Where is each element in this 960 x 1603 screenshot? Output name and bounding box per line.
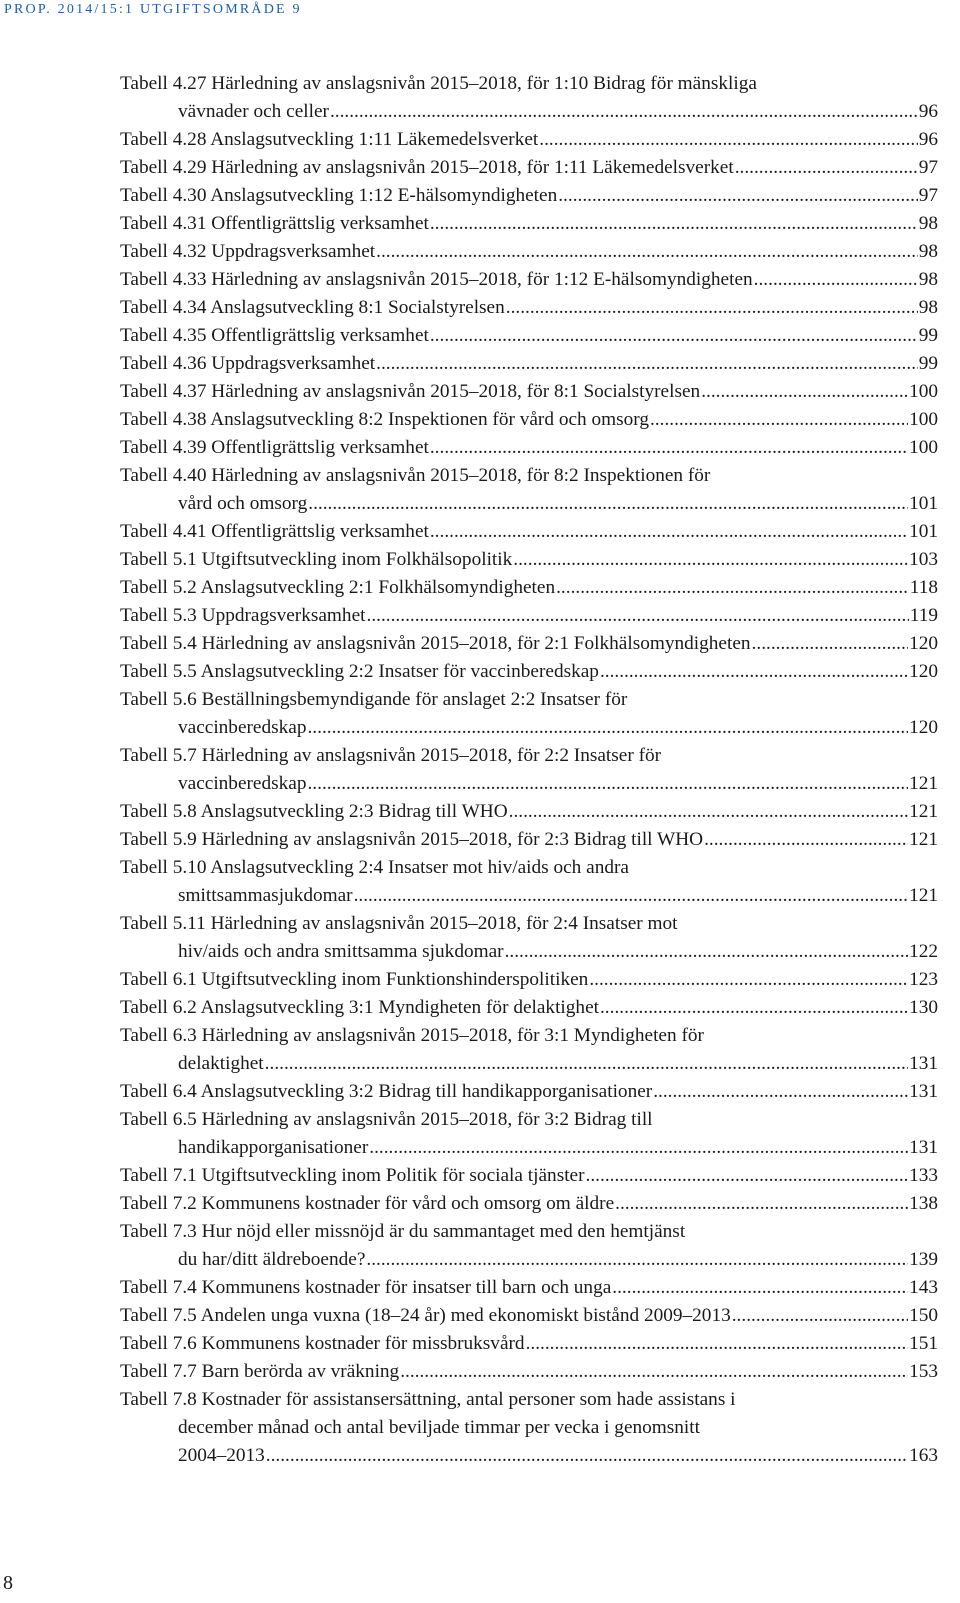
toc-entry[interactable] — [120, 546, 938, 574]
toc-entry[interactable] — [120, 658, 938, 686]
dot-leader — [430, 210, 918, 238]
toc-entry-title-line — [120, 742, 938, 770]
toc-entry-title-line — [120, 966, 938, 994]
toc-entry-text: Tabell 7.2 Kommunens kostnader för vård och omsorg om äldre — [120, 1193, 615, 1214]
dot-leader — [430, 322, 918, 350]
toc-entry-page: 138 — [909, 1193, 938, 1214]
toc-entry-page: 121 — [909, 885, 938, 906]
toc-entry-page: 153 — [909, 1361, 938, 1382]
toc-entry-page: 96 — [918, 101, 938, 122]
toc-entry[interactable] — [120, 1358, 938, 1386]
toc-entry-title-line — [120, 322, 938, 350]
toc-entry[interactable] — [120, 1386, 938, 1470]
toc-entry-title-line — [120, 1358, 938, 1386]
toc-entry-title-line — [120, 434, 938, 462]
toc-entry-title-line — [120, 658, 938, 686]
toc-entry[interactable] — [120, 602, 938, 630]
toc-entry-text: vaccinberedskap — [178, 773, 307, 794]
toc-entry[interactable] — [120, 574, 938, 602]
dot-leader — [400, 1358, 908, 1386]
toc-entry-title-line — [120, 1302, 938, 1330]
toc-entry-continuation-line — [120, 938, 938, 966]
toc-entry-title-line — [120, 602, 938, 630]
toc-entry-text: Tabell 5.9 Härledning av anslagsnivån 2015–2018, för 2:3 Bidrag till WHO — [120, 829, 704, 850]
toc-entry-title-line — [120, 1106, 938, 1134]
dot-leader — [653, 1078, 908, 1106]
toc-entry-page: 143 — [909, 1277, 938, 1298]
toc-entry-text: Tabell 4.32 Uppdragsverksamhet — [120, 241, 376, 262]
toc-entry-page: 123 — [909, 969, 938, 990]
toc-entry-page: 150 — [909, 1305, 938, 1326]
toc-entry-text: Tabell 4.28 Anslagsutveckling 1:11 Läkemedelsverket — [120, 129, 539, 150]
toc-entry-text: Tabell 4.41 Offentligrättslig verksamhet — [120, 521, 429, 542]
toc-entry[interactable] — [120, 1302, 938, 1330]
toc-entry-text: Tabell 4.27 Härledning av anslagsnivån 2015–2018, för 1:10 Bidrag för mänskliga — [120, 73, 757, 94]
toc-entry-title-line — [120, 378, 938, 406]
dot-leader — [732, 1302, 908, 1330]
toc-entry-text: Tabell 4.29 Härledning av anslagsnivån 2015–2018, för 1:11 Läkemedelsverket — [120, 157, 734, 178]
toc-entry-page: 99 — [918, 353, 938, 374]
toc-entry-continuation-line — [120, 1414, 938, 1442]
toc-entry-text: Tabell 5.11 Härledning av anslagsnivån 2015–2018, för 2:4 Insatser mot — [120, 913, 678, 934]
toc-entry-continuation-line — [120, 1246, 938, 1274]
toc-entry-text: Tabell 4.36 Uppdragsverksamhet — [120, 353, 376, 374]
toc-entry[interactable] — [120, 518, 938, 546]
toc-entry-text: Tabell 7.7 Barn berörda av vräkning — [120, 1361, 400, 1382]
toc-entry[interactable] — [120, 798, 938, 826]
dot-leader — [506, 294, 918, 322]
dot-leader — [589, 966, 908, 994]
toc-entry-title-line — [120, 1162, 938, 1190]
dot-leader — [612, 1274, 908, 1302]
dot-leader — [526, 1330, 909, 1358]
toc-entry[interactable] — [120, 154, 938, 182]
toc-entry-text: Tabell 5.2 Anslagsutveckling 2:1 Folkhälsomyndigheten — [120, 577, 556, 598]
toc-entry[interactable] — [120, 266, 938, 294]
dot-leader — [369, 1134, 908, 1162]
toc-entry-text: Tabell 4.39 Offentligrättslig verksamhet — [120, 437, 429, 458]
toc-entry-continuation-line — [120, 770, 938, 798]
toc-entry-page: 121 — [909, 773, 938, 794]
dot-leader — [366, 1246, 908, 1274]
toc-entry[interactable] — [120, 686, 938, 742]
toc-entry-title-line — [120, 350, 938, 378]
table-of-tables — [120, 70, 938, 1470]
toc-entry-title-line — [120, 126, 938, 154]
toc-entry-text: delaktighet — [178, 1053, 264, 1074]
toc-entry-text: vaccinberedskap — [178, 717, 307, 738]
dot-leader — [307, 770, 908, 798]
toc-entry-page: 100 — [909, 381, 938, 402]
toc-entry[interactable] — [120, 1106, 938, 1162]
dot-leader — [376, 238, 918, 266]
dot-leader — [615, 1190, 908, 1218]
toc-entry-title-line — [120, 1190, 938, 1218]
toc-entry-page: 139 — [909, 1249, 938, 1270]
toc-entry[interactable] — [120, 406, 938, 434]
toc-entry-page: 120 — [909, 717, 938, 738]
toc-entry[interactable] — [120, 910, 938, 966]
toc-entry-text: Tabell 4.38 Anslagsutveckling 8:2 Inspektionen för vård och omsorg — [120, 409, 649, 430]
dot-leader — [650, 406, 908, 434]
toc-entry-page: 98 — [918, 269, 938, 290]
toc-entry-page: 131 — [909, 1053, 938, 1074]
toc-entry-text: hiv/aids och andra smittsamma sjukdomar — [178, 941, 504, 962]
toc-entry-page: 99 — [918, 325, 938, 346]
toc-entry[interactable] — [120, 210, 938, 238]
toc-entry-page: 131 — [909, 1081, 938, 1102]
toc-entry-text: Tabell 7.3 Hur nöjd eller missnöjd är du sammantaget med den hemtjänst — [120, 1221, 686, 1242]
toc-entry-title-line — [120, 70, 938, 98]
toc-entry-text: 2004–2013 — [178, 1445, 265, 1466]
dot-leader — [376, 350, 918, 378]
toc-entry-title-line — [120, 630, 938, 658]
toc-entry-title-line — [120, 686, 938, 714]
toc-entry-page: 120 — [909, 661, 938, 682]
toc-entry-title-line — [120, 994, 938, 1022]
toc-entry-text: vård och omsorg — [178, 493, 308, 514]
toc-entry-text: Tabell 4.30 Anslagsutveckling 1:12 E-hälsomyndigheten — [120, 185, 558, 206]
toc-entry-text: Tabell 5.5 Anslagsutveckling 2:2 Insatser för vaccinberedskap — [120, 661, 599, 682]
dot-leader — [513, 546, 908, 574]
toc-entry[interactable] — [120, 630, 938, 658]
toc-entry-text: du har/ditt äldreboende? — [178, 1249, 366, 1270]
toc-entry-title-line — [120, 546, 938, 574]
toc-entry-page: 133 — [909, 1165, 938, 1186]
dot-leader — [600, 658, 908, 686]
toc-entry-text: Tabell 7.4 Kommunens kostnader för insatser till barn och unga — [120, 1277, 612, 1298]
toc-entry-title-line — [120, 182, 938, 210]
dot-leader — [735, 154, 918, 182]
toc-entry-page: 98 — [918, 241, 938, 262]
toc-entry[interactable] — [120, 1190, 938, 1218]
dot-leader — [430, 518, 908, 546]
dot-leader — [556, 574, 909, 602]
toc-entry[interactable] — [120, 238, 938, 266]
toc-entry-page: 103 — [909, 549, 938, 570]
dot-leader — [266, 1442, 908, 1470]
toc-entry-title-line — [120, 462, 938, 490]
toc-entry-text: Tabell 7.5 Andelen unga vuxna (18–24 år) med ekonomiskt bistånd 2009–2013 — [120, 1305, 731, 1326]
toc-entry[interactable] — [120, 1078, 938, 1106]
toc-entry-title-line — [120, 1078, 938, 1106]
toc-entry-title-line — [120, 1330, 938, 1358]
toc-entry-title-line — [120, 574, 938, 602]
toc-entry-text: Tabell 5.10 Anslagsutveckling 2:4 Insatser mot hiv/aids och andra — [120, 857, 629, 878]
toc-entry-page: 97 — [918, 185, 938, 206]
toc-entry-page: 96 — [918, 129, 938, 150]
toc-entry[interactable] — [120, 1330, 938, 1358]
toc-entry-text: Tabell 5.1 Utgiftsutveckling inom Folkhälsopolitik — [120, 549, 513, 570]
toc-entry-title-line — [120, 210, 938, 238]
toc-entry[interactable] — [120, 1162, 938, 1190]
toc-entry-text: Tabell 5.8 Anslagsutveckling 2:3 Bidrag till WHO — [120, 801, 508, 822]
toc-entry-text: handikapporganisationer — [178, 1137, 369, 1158]
toc-entry-continuation-line — [120, 1050, 938, 1078]
toc-entry-text: Tabell 6.1 Utgiftsutveckling inom Funktionshinderspolitiken — [120, 969, 589, 990]
toc-entry-text: Tabell 4.33 Härledning av anslagsnivån 2015–2018, för 1:12 E-hälsomyndigheten — [120, 269, 753, 290]
toc-entry[interactable] — [120, 182, 938, 210]
toc-entry-title-line — [120, 518, 938, 546]
toc-entry[interactable] — [120, 434, 938, 462]
toc-entry-text: smittsammasjukdomar — [178, 885, 353, 906]
dot-leader — [307, 714, 908, 742]
toc-entry[interactable] — [120, 966, 938, 994]
toc-entry-page: 121 — [909, 801, 938, 822]
toc-entry[interactable] — [120, 826, 938, 854]
toc-entry-title-line — [120, 798, 938, 826]
toc-entry-page: 100 — [909, 409, 938, 430]
toc-entry-text: Tabell 4.40 Härledning av anslagsnivån 2015–2018, för 8:2 Inspektionen för — [120, 465, 711, 486]
toc-entry-continuation-line — [120, 882, 938, 910]
toc-entry-text: Tabell 4.34 Anslagsutveckling 8:1 Socialstyrelsen — [120, 297, 505, 318]
toc-entry-page: 97 — [918, 157, 938, 178]
dot-leader — [701, 378, 908, 406]
toc-entry[interactable] — [120, 378, 938, 406]
toc-entry-text: Tabell 6.4 Anslagsutveckling 3:2 Bidrag till handikapporganisationer — [120, 1081, 653, 1102]
page-number: 8 — [3, 1572, 13, 1594]
toc-entry-title-line — [120, 1022, 938, 1050]
toc-entry[interactable] — [120, 322, 938, 350]
toc-entry[interactable] — [120, 854, 938, 910]
toc-entry-page: 151 — [909, 1333, 938, 1354]
toc-entry-page: 119 — [909, 605, 938, 626]
toc-entry-text: Tabell 5.7 Härledning av anslagsnivån 2015–2018, för 2:2 Insatser för — [120, 745, 662, 766]
toc-entry-page: 163 — [909, 1445, 938, 1466]
dot-leader — [586, 1162, 909, 1190]
toc-entry-title-line — [120, 406, 938, 434]
dot-leader — [704, 826, 908, 854]
toc-entry-page: 121 — [909, 829, 938, 850]
dot-leader — [367, 602, 909, 630]
toc-entry-continuation-line — [120, 490, 938, 518]
toc-entry-title-line — [120, 1386, 938, 1414]
toc-entry-title-line — [120, 910, 938, 938]
toc-entry-text: Tabell 6.3 Härledning av anslagsnivån 2015–2018, för 3:1 Myndigheten för — [120, 1025, 704, 1046]
toc-entry-page: 100 — [909, 437, 938, 458]
toc-entry-text: Tabell 4.35 Offentligrättslig verksamhet — [120, 325, 429, 346]
toc-entry-text: Tabell 5.3 Uppdragsverksamhet — [120, 605, 366, 626]
toc-entry-text: Tabell 5.4 Härledning av anslagsnivån 2015–2018, för 2:1 Folkhälsomyndigheten — [120, 633, 751, 654]
dot-leader — [308, 490, 908, 518]
toc-entry-text: Tabell 6.2 Anslagsutveckling 3:1 Myndigheten för delaktighet — [120, 997, 599, 1018]
toc-entry[interactable] — [120, 1274, 938, 1302]
dot-leader — [600, 994, 908, 1022]
dot-leader — [430, 434, 908, 462]
toc-entry-title-line — [120, 238, 938, 266]
dot-leader — [754, 266, 918, 294]
toc-entry-text: vävnader och celler — [178, 101, 329, 122]
toc-entry-title-line — [120, 266, 938, 294]
toc-entry-page: 131 — [909, 1137, 938, 1158]
dot-leader — [265, 1050, 908, 1078]
toc-entry-title-line — [120, 294, 938, 322]
toc-entry-text: Tabell 4.37 Härledning av anslagsnivån 2015–2018, för 8:1 Socialstyrelsen — [120, 381, 701, 402]
toc-entry[interactable] — [120, 294, 938, 322]
toc-entry-continuation-line — [120, 1442, 938, 1470]
toc-entry-page: 101 — [909, 521, 938, 542]
toc-entry-page: 122 — [909, 941, 938, 962]
dot-leader — [505, 938, 908, 966]
toc-entry-text: Tabell 7.1 Utgiftsutveckling inom Politik för sociala tjänster — [120, 1165, 585, 1186]
toc-entry-page: 130 — [909, 997, 938, 1018]
toc-entry[interactable] — [120, 126, 938, 154]
toc-entry-page: 98 — [918, 213, 938, 234]
toc-entry-continuation-line — [120, 1134, 938, 1162]
toc-entry[interactable] — [120, 350, 938, 378]
toc-entry-page: 101 — [909, 493, 938, 514]
dot-leader — [330, 98, 918, 126]
running-head: PROP. 2014/15:1 UTGIFTSOMRÅDE 9 — [4, 2, 302, 17]
toc-entry-text: Tabell 4.31 Offentligrättslig verksamhet — [120, 213, 429, 234]
toc-entry[interactable] — [120, 1218, 938, 1274]
toc-entry-text: Tabell 7.6 Kommunens kostnader för missbruksvård — [120, 1333, 525, 1354]
toc-entry-title-line — [120, 826, 938, 854]
toc-entry-text: Tabell 5.6 Beställningsbemyndigande för anslaget 2:2 Insatser för — [120, 689, 628, 710]
toc-entry-text: december månad och antal beviljade timmar per vecka i genomsnitt — [178, 1417, 700, 1438]
dot-leader — [354, 882, 908, 910]
toc-entry-title-line — [120, 1274, 938, 1302]
toc-entry-page: 120 — [909, 633, 938, 654]
toc-entry-continuation-line — [120, 714, 938, 742]
dot-leader — [509, 798, 908, 826]
toc-entry[interactable] — [120, 994, 938, 1022]
toc-entry[interactable] — [120, 1022, 938, 1078]
toc-entry-page: 98 — [918, 297, 938, 318]
toc-entry-continuation-line — [120, 98, 938, 126]
toc-entry-text: Tabell 7.8 Kostnader för assistansersättning, antal personer som hade assistans i — [120, 1389, 736, 1410]
toc-entry-title-line — [120, 154, 938, 182]
toc-entry[interactable] — [120, 742, 938, 798]
toc-entry-text: Tabell 6.5 Härledning av anslagsnivån 2015–2018, för 3:2 Bidrag till — [120, 1109, 653, 1130]
toc-entry-title-line — [120, 1218, 938, 1246]
dot-leader — [752, 630, 909, 658]
dot-leader — [558, 182, 917, 210]
toc-entry-title-line — [120, 854, 938, 882]
toc-entry[interactable] — [120, 70, 938, 126]
toc-entry[interactable] — [120, 462, 938, 518]
dot-leader — [539, 126, 917, 154]
toc-entry-page: 118 — [909, 577, 938, 598]
